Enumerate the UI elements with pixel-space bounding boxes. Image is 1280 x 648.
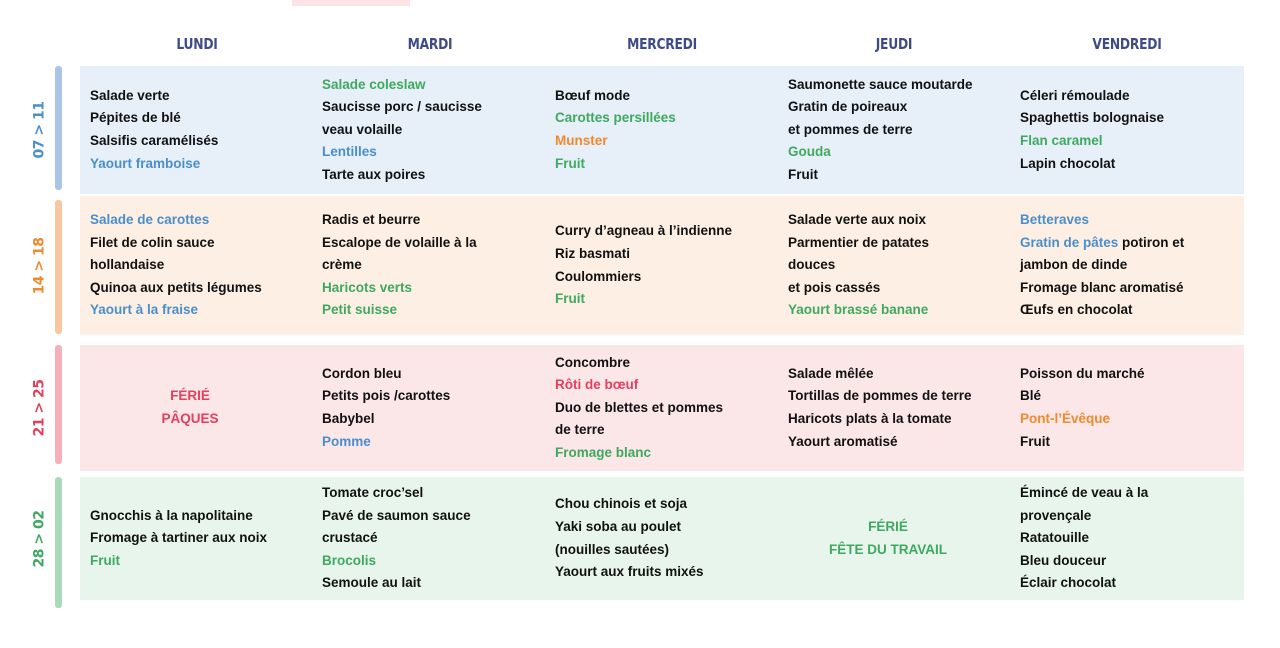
menu-item: Fruit [1020,433,1050,449]
menu-cell [322,196,547,335]
menu-item: Saucisse porc / saucisse [322,99,482,115]
holiday-label: FÊTE DU TRAVAIL [829,541,947,557]
menu-item-part: Gratin de pâtes [1020,234,1119,250]
menu-item: Lentilles [322,144,377,160]
week-accent-bar [55,345,62,464]
menu-cell [90,196,315,335]
week-label [22,477,56,600]
menu-item: Petits pois /carottes [322,388,451,404]
menu-item: Bleu douceur [1020,552,1107,568]
menu-item: Fruit [555,291,585,307]
menu-item: Salade verte [90,87,170,103]
menu-item: Ratatouille [1020,530,1090,546]
menu-item: Babybel [322,411,375,426]
menu-item: Pomme [322,433,371,449]
menu-cell [90,66,315,194]
day-header-lundi: LUNDI [176,35,218,53]
menu-item: Radis et beurre [322,212,421,228]
menu-cell [322,66,547,194]
menu-item: Poisson du marché [1020,365,1145,381]
menu-item: crème [322,257,362,273]
menu-item: veau volaille [322,121,403,137]
menu-item: Chou chinois et soja [555,496,688,512]
menu-item: Betteraves [1020,212,1090,228]
menu-item: Rôti de bœuf [555,377,639,393]
week-label-text: 28 > 02 [31,510,48,567]
menu-cell [778,477,998,600]
menu-cell [1020,345,1245,471]
menu-item: jambon de dinde [1020,257,1128,273]
menu-item: Gouda [788,144,831,160]
menu-cell [555,345,780,471]
menu-item: Haricots verts [322,279,413,295]
menu-item: Curry d’agneau à l’indienne [555,223,733,239]
menu-item: Escalope de volaille à la [322,234,477,250]
day-header-vendredi: VENDREDI [1092,35,1162,53]
menu-item: Yaki soba au poulet [555,518,682,534]
menu-item: Concombre [555,354,631,370]
menu-item: et pommes de terre [788,121,913,137]
day-header-mardi: MARDI [407,35,453,53]
menu-item: Gratin de poireaux [788,99,908,115]
menu-item: Yaourt brassé banane [788,302,929,318]
menu-item: Cordon bleu [322,365,402,381]
menu-item: Salade de carottes [90,212,210,228]
menu-item: Spaghettis bolognaise [1020,110,1165,126]
menu-cell [322,477,547,600]
menu-item: Coulommiers [555,268,642,284]
menu-item: Tarte aux poires [322,166,426,182]
menu-item: Parmentier de patates [788,234,930,250]
menu-item: Émincé de veau à la [1020,485,1149,501]
week-accent-bar [55,66,62,190]
menu-cell [1020,66,1245,194]
menu-cell [1020,477,1245,600]
week-label [22,345,56,471]
menu-item: de terre [555,422,605,438]
menu-item: Œufs en chocolat [1020,302,1133,318]
menu-item: Salade mêlée [788,365,874,381]
week-label [22,196,56,335]
menu-item: Fruit [555,155,585,171]
menu-item: Pépites de blé [90,110,181,126]
menu-item: Carottes persillées [555,110,676,126]
menu-item: Fromage blanc aromatisé [1020,279,1184,295]
menu-cell [788,66,1013,194]
menu-item: provençale [1020,507,1092,523]
menu-item: Petit suisse [322,302,398,318]
menu-item: Éclair chocolat [1020,575,1117,591]
menu-item: Quinoa aux petits légumes [90,279,262,295]
week-accent-bar [55,200,62,334]
menu-cell [80,345,300,471]
menu-item: Salade coleslaw [322,76,426,92]
day-header-mercredi: MERCREDI [627,35,697,53]
menu-item: Flan caramel [1020,133,1103,148]
week-label-text: 07 > 11 [31,101,48,159]
day-header-jeudi: JEUDI [875,35,913,53]
menu-item: Haricots plats à la tomate [788,411,952,426]
menu-item: (nouilles sautées) [555,541,670,557]
menu-item: Yaourt aux fruits mixés [555,564,704,580]
week-accent-bar [55,477,62,608]
menu-item: Tortillas de pommes de terre [788,388,972,404]
menu-item: crustacé [322,530,378,546]
week-label-text: 21 > 25 [31,379,48,437]
menu-cell [788,345,1013,471]
menu-item: Yaourt framboise [90,155,201,171]
week-label [22,66,56,194]
menu-cell [788,196,1013,335]
holiday-label: FÉRIÉ [868,518,908,534]
menu-item: Saumonette sauce moutarde [788,76,973,92]
menu-cell [555,477,780,600]
menu-item: Riz basmati [555,245,631,261]
menu-cell [1020,196,1245,335]
holiday-label: PÂQUES [161,411,219,426]
menu-item: Gnocchis à la napolitaine [90,507,253,523]
menu-item [1020,232,1245,255]
holiday-label: FÉRIÉ [170,388,210,404]
menu-item: Pavé de saumon sauce [322,507,471,523]
menu-item: Blé [1020,388,1042,404]
menu-item: Yaourt aromatisé [788,433,898,449]
menu-item: et pois cassés [788,279,881,295]
menu-item: Lapin chocolat [1020,155,1116,171]
menu-item: Fromage blanc [555,444,652,460]
menu-item: douces [788,257,836,273]
menu-item: Céleri rémoulade [1020,87,1130,103]
menu-item: Salade verte aux noix [788,212,927,228]
menu-item: Yaourt à la fraise [90,302,199,318]
menu-item: Salsifis caramélisés [90,133,219,148]
menu-cell [555,196,780,335]
week-label-text: 14 > 18 [31,237,48,294]
menu-item: Munster [555,133,608,148]
menu-item: Tomate croc’sel [322,485,424,501]
menu-item: Filet de colin sauce [90,234,215,250]
menu-item: hollandaise [90,257,165,273]
menu-item: Bœuf mode [555,87,630,103]
top-tab-decoration [292,0,410,6]
menu-item: Fruit [90,552,120,568]
menu-cell [322,345,547,471]
menu-cell [90,477,315,600]
menu-cell [555,66,780,194]
menu-item: Brocolis [322,552,377,568]
menu-item-part: potiron et [1118,234,1185,250]
menu-item: Fruit [788,166,818,182]
menu-item: Duo de blettes et pommes [555,399,724,415]
menu-item: Fromage à tartiner aux noix [90,530,268,546]
menu-item: Semoule au lait [322,575,422,591]
menu-item: Pont-l’Évêque [1020,411,1111,426]
